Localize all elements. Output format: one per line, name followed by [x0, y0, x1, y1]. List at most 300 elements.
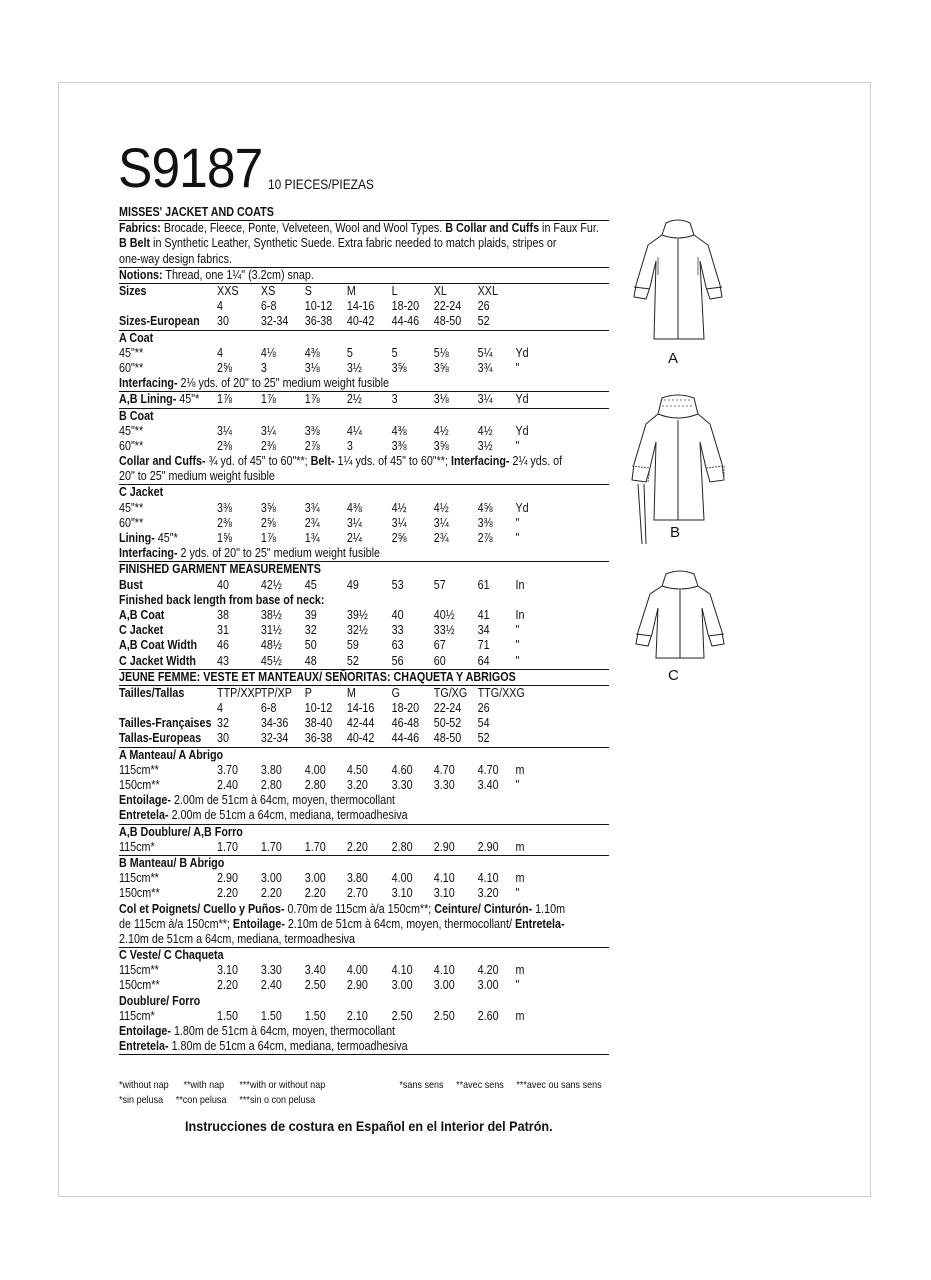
table-row [119, 623, 540, 638]
row-value: 14-16 [346, 701, 375, 716]
row-value: 30 [217, 731, 229, 746]
text-content [119, 917, 565, 932]
row-value: 31½ [260, 623, 282, 638]
text-content [119, 994, 200, 1009]
text-part: 20" to 25" medium weight fusible [119, 469, 275, 484]
row-unit: Yd [515, 345, 529, 360]
row-value: 3.40 [304, 963, 326, 978]
notes-row [119, 469, 540, 484]
row-label: A,B Coat Width [119, 638, 198, 653]
footnote: **con pelusa [175, 1094, 227, 1106]
sizes-european-row [119, 314, 540, 329]
row-value: 3.80 [260, 762, 282, 777]
footnote: *without nap [119, 1079, 169, 1091]
row-value: 67 [433, 638, 446, 653]
row-value: 33 [391, 623, 404, 638]
row-value: 2.90 [477, 839, 499, 854]
row-value: 41 [477, 607, 490, 622]
row-value: 4.70 [477, 762, 499, 777]
row-value: 42-44 [346, 716, 375, 731]
text-part: 2.10m de 51cm a 64cm, mediana, termoadhesiva [119, 931, 356, 946]
section-title-row [119, 562, 540, 577]
footnote: *sans sens [399, 1079, 444, 1091]
view-a-sketch [628, 215, 728, 345]
fabrics-label: Fabrics: [119, 221, 161, 236]
text-part: 2.00m de 51cm a 64cm, mediana, termoadhesiva [168, 808, 408, 823]
row-value: 71 [477, 638, 490, 653]
row-value: 3.40 [477, 778, 499, 793]
row-value: 40½ [433, 607, 455, 622]
row-value: 4.20 [477, 963, 499, 978]
text-content [119, 902, 565, 917]
row-value: 30 [217, 314, 229, 329]
row-value: 54 [477, 716, 490, 731]
row-value: 3.10 [217, 963, 238, 978]
yardage-chart [119, 205, 609, 1055]
row-value: 44-46 [391, 731, 420, 746]
text-part: 0.70m de 115cm à/a 150cm**; [284, 901, 435, 916]
row-unit: Yd [515, 392, 529, 407]
text-part: 1¼ yds. of 45" to 60"**; [334, 454, 451, 469]
row-value: 3.20 [477, 886, 499, 901]
section-title: A Manteau/ A Abrigo [119, 747, 224, 762]
row-value: 14-16 [346, 299, 375, 314]
row-value: 3.00 [391, 978, 413, 993]
row-value: 6-8 [260, 299, 277, 314]
fabrics-collar: B Collar and Cuffs [445, 221, 540, 236]
row-label: 115cm* [119, 839, 155, 854]
row-value: 53 [391, 577, 404, 592]
text-content [119, 825, 243, 840]
row-value: 4.00 [346, 963, 368, 978]
row-value: 3⅝ [391, 360, 407, 375]
row-value: 36-38 [304, 314, 333, 329]
row-value: 43 [217, 653, 229, 668]
row-value: 4.70 [433, 762, 455, 777]
row-value: P [304, 685, 312, 700]
row-value: 40 [391, 607, 404, 622]
row-value: 2.80 [391, 839, 413, 854]
row-value: 40-42 [346, 314, 375, 329]
row-value: 18-20 [391, 299, 420, 314]
row-unit: " [515, 623, 520, 638]
row-unit: " [515, 531, 520, 546]
fabrics-end: in Faux Fur. [539, 221, 599, 236]
row-value: 4.10 [433, 871, 455, 886]
notes-row [119, 916, 565, 932]
view-b-label: B [670, 524, 681, 541]
row-unit: " [515, 886, 520, 901]
notes-row [119, 454, 563, 469]
row-value: 2.40 [217, 778, 238, 793]
row-value: 5⅛ [433, 345, 449, 360]
row-label: 60"** [119, 360, 144, 375]
row-value: 2.20 [260, 886, 282, 901]
row-value: 2.90 [217, 871, 238, 886]
row-value: 4⅛ [260, 345, 276, 360]
row-value: 10-12 [304, 701, 333, 716]
chart-title: MISSES' JACKET AND COATS [119, 205, 274, 219]
fabrics-text: Brocade, Fleece, Ponte, Velveteen, Wool and Wool Types. [160, 221, 446, 236]
row-unit: In [515, 607, 525, 622]
row-value: 3.80 [346, 871, 368, 886]
text-content [119, 546, 380, 561]
row-value: 3.20 [346, 778, 368, 793]
row-label-rest: 45"* [154, 531, 178, 546]
row-unit: " [515, 653, 520, 668]
row-value: 2⅞ [477, 531, 493, 546]
text-content [119, 593, 324, 608]
row-value: XXL [477, 284, 498, 299]
row-value: M [346, 284, 356, 299]
row-value: L [391, 284, 398, 299]
row-label: 60"** [119, 515, 144, 530]
divider [119, 1054, 609, 1055]
row-value: 2⅞ [304, 438, 320, 453]
row-value: 4.10 [391, 963, 413, 978]
row-value: 1.50 [304, 1008, 326, 1023]
row-value: 42½ [260, 577, 282, 592]
footnote: ***sin o con pelusa [239, 1094, 316, 1106]
row-value: 4½ [433, 423, 449, 438]
row-value: 32-34 [260, 731, 289, 746]
row-value: XXS [217, 284, 239, 299]
row-unit: Yd [515, 500, 529, 515]
row-value: 2.50 [391, 1008, 413, 1023]
row-value: 22-24 [433, 701, 462, 716]
section-title-row [119, 670, 540, 685]
row-unit: In [515, 577, 525, 592]
table-row [119, 778, 540, 793]
text-part: Interfacing- [450, 454, 510, 469]
section-title-row [119, 948, 540, 963]
row-value: 32 [304, 623, 317, 638]
fabrics-paragraph [119, 221, 609, 267]
table-row [119, 963, 540, 978]
text-part: 1.10m [532, 901, 566, 916]
row-value: 4.00 [391, 871, 413, 886]
section-title-row [119, 331, 540, 346]
row-value: 4⅜ [391, 423, 407, 438]
pieces-count: 10 PIECES/PIEZAS [268, 176, 374, 192]
row-value: TTP/XXP [217, 685, 262, 700]
row-value: 4 [217, 299, 224, 314]
row-value: 40 [217, 577, 229, 592]
section-title: B Coat [119, 408, 154, 423]
row-value: 3 [346, 438, 353, 453]
row-label-rest: 45"* [176, 392, 200, 407]
text-part: Collar and Cuffs- [119, 454, 206, 469]
section-title: JEUNE FEMME: VESTE ET MANTEAUX/ SEÑORITAS: CHAQUETA Y ABRIGOS [119, 669, 516, 684]
row-value: 2⅝ [217, 360, 232, 375]
row-value: XL [433, 284, 447, 299]
row-value: 34 [477, 623, 490, 638]
table-row [119, 763, 540, 778]
row-value: 3.00 [260, 871, 282, 886]
row-label: 150cm** [119, 886, 160, 901]
text-content [119, 948, 224, 963]
row-value: 18-20 [391, 701, 420, 716]
table-row [119, 501, 540, 516]
row-unit: m [515, 1008, 525, 1023]
row-value: 63 [391, 638, 404, 653]
text-part: Interfacing- [119, 546, 178, 561]
footnote: ***avec ou sans sens [516, 1079, 602, 1091]
row-value: 4½ [391, 500, 407, 515]
fabrics-text-3: one-way design fabrics. [119, 251, 232, 266]
row-label: 45"** [119, 500, 144, 515]
section-title: Doublure/ Forro [119, 993, 201, 1008]
row-unit: " [515, 360, 520, 375]
text-part: Entoilage- [119, 793, 171, 808]
row-label [119, 531, 178, 546]
row-value: 52 [477, 314, 490, 329]
text-part: 2.10m de 51cm à 64cm, moyen, thermocollant/ [284, 916, 515, 931]
table-row [119, 361, 540, 376]
row-label: C Jacket [119, 623, 164, 638]
row-value: 1⅞ [304, 392, 320, 407]
row-value: 2⅜ [217, 515, 232, 530]
row-unit: m [515, 762, 525, 777]
table-row [119, 531, 540, 546]
row-value: 1.70 [304, 839, 326, 854]
row-value: 61 [477, 577, 490, 592]
row-label: A,B Coat [119, 607, 165, 622]
interfacing-row [119, 1024, 540, 1039]
text-part: 1.80m de 51cm à 64cm, moyen, thermocollant [170, 1024, 396, 1039]
sizes-number-row [119, 299, 540, 314]
spanish-instructions-note: Instrucciones de costura en Español en el Interior del Patrón. [185, 1118, 553, 1134]
row-value: 44-46 [391, 314, 420, 329]
section-title: A Coat [119, 330, 154, 345]
footnotes [119, 1078, 609, 1108]
row-value: 57 [433, 577, 446, 592]
row-value: 3¼ [433, 515, 449, 530]
table-row [119, 392, 540, 407]
interfacing-row [119, 808, 540, 823]
row-label: 115cm** [119, 963, 159, 978]
row-label: Tailles/Tallas [119, 685, 185, 700]
fabrics-belt: B Belt [119, 236, 151, 251]
text-part: 2 yds. of 20" to 25" medium weight fusible [177, 546, 380, 561]
row-value: 52 [346, 653, 359, 668]
section-title: FINISHED GARMENT MEASUREMENTS [119, 562, 321, 577]
sizes-row [119, 686, 540, 701]
row-label: 115cm** [119, 871, 159, 886]
subtitle-row [119, 593, 540, 608]
text-content [119, 793, 395, 808]
row-value: 2¼ [346, 531, 362, 546]
row-value: 32 [217, 716, 229, 731]
text-part: Entoilage- [119, 1024, 171, 1039]
notions-text: Thread, one 1¼" (3.2cm) snap. [162, 267, 314, 282]
section-title-row [119, 856, 540, 871]
table-row [119, 638, 540, 653]
row-value: 3⅝ [433, 438, 449, 453]
row-value: 3.30 [433, 778, 455, 793]
text-content [119, 376, 389, 391]
row-unit: " [515, 638, 520, 653]
fabrics-text-2: in Synthetic Leather, Synthetic Suede. Extra fabric needed to match plaids, stripes or [150, 236, 557, 251]
row-value: 50-52 [433, 716, 462, 731]
row-unit: m [515, 963, 525, 978]
row-value: 48-50 [433, 731, 462, 746]
row-value: 3¼ [391, 515, 407, 530]
table-row [119, 886, 540, 901]
section-title: A,B Doublure/ A,B Forro [119, 824, 243, 839]
row-value: 31 [217, 623, 229, 638]
section-title-row [119, 748, 540, 763]
row-value: 3⅛ [433, 392, 449, 407]
row-value: 3¾ [304, 500, 320, 515]
collar-shape [662, 571, 698, 589]
row-value: 33½ [433, 623, 455, 638]
text-part: Ceinture/ Cinturón- [434, 901, 533, 916]
row-value: 2.20 [304, 886, 326, 901]
row-unit: Yd [515, 423, 529, 438]
footnote: **with nap [183, 1079, 225, 1091]
text-part: Entretela- [514, 916, 565, 931]
row-value: 1.70 [217, 839, 238, 854]
table-row [119, 578, 540, 593]
text-part: 1.80m de 51cm a 64cm, mediana, termoadhesiva [168, 1039, 408, 1054]
row-value: 1.70 [260, 839, 282, 854]
row-value: 48 [304, 653, 317, 668]
spanish-chart-body [119, 670, 609, 1055]
row-value: 6-8 [260, 701, 277, 716]
row-label: Bust [119, 577, 143, 592]
row-value: 2.90 [433, 839, 455, 854]
text-part: Entoilage- [232, 916, 285, 931]
text-content [119, 485, 163, 500]
text-content [119, 562, 321, 577]
row-value: 39½ [346, 607, 368, 622]
section-title: C Jacket [119, 485, 164, 500]
table-row [119, 346, 540, 361]
row-value: 3.00 [477, 978, 499, 993]
row-unit: " [515, 515, 520, 530]
row-value: 48-50 [433, 314, 462, 329]
row-value: 3.70 [217, 762, 238, 777]
row-value: 2.80 [260, 778, 282, 793]
row-value: 22-24 [433, 299, 462, 314]
view-c-label: C [668, 667, 679, 684]
row-value: 2.20 [346, 839, 368, 854]
row-value: 3⅝ [260, 500, 276, 515]
text-part: 2¼ yds. of [509, 454, 563, 469]
row-value: 4 [217, 345, 224, 360]
row-label: 115cm** [119, 762, 159, 777]
text-part: Finished back length from base of neck: [119, 592, 325, 607]
section-title-row [119, 485, 540, 500]
row-value: 2⅜ [217, 438, 232, 453]
table-row [119, 978, 540, 993]
row-value: 2½ [346, 392, 362, 407]
text-part: Belt- [310, 454, 335, 469]
row-value: 5 [346, 345, 353, 360]
table-row [119, 608, 540, 623]
row-value: 46 [217, 638, 229, 653]
row-value: 3¼ [217, 423, 232, 438]
row-value: 2.70 [346, 886, 368, 901]
section-title-row [119, 994, 540, 1009]
row-unit: " [515, 438, 520, 453]
row-value: 39 [304, 607, 317, 622]
row-value: 1.50 [260, 1008, 282, 1023]
row-value: TG/XG [433, 685, 468, 700]
section-title-row [119, 409, 540, 424]
row-value: 2.10 [346, 1008, 368, 1023]
row-value: 50 [304, 638, 317, 653]
row-value: 32½ [346, 623, 368, 638]
row-value: 3.10 [433, 886, 455, 901]
section-title: B Manteau/ B Abrigo [119, 855, 225, 870]
row-value: 3.10 [391, 886, 413, 901]
row-value: 3½ [346, 360, 362, 375]
row-label-bold: Lining- [119, 531, 155, 546]
table-row [119, 516, 540, 531]
row-value: 60 [433, 653, 446, 668]
text-part: Entretela- [119, 808, 169, 823]
notions-line [119, 268, 540, 283]
row-value: 3.00 [433, 978, 455, 993]
table-row [119, 654, 540, 669]
row-value: 1⅝ [217, 531, 232, 546]
row-label: Tailles-Françaises [119, 716, 212, 731]
text-part: ¾ yd. of 45" to 60"**; [205, 454, 311, 469]
row-value: 2⅝ [391, 531, 407, 546]
row-value: 59 [346, 638, 359, 653]
row-value: 1⅞ [260, 531, 276, 546]
row-value: 5¼ [477, 345, 493, 360]
row-value: 34-36 [260, 716, 289, 731]
table-row [119, 871, 540, 886]
text-part: Entretela- [119, 1039, 169, 1054]
row-unit: m [515, 839, 525, 854]
row-label [119, 392, 199, 407]
row-value: S [304, 284, 312, 299]
row-label: 60"** [119, 438, 144, 453]
row-value: 38½ [260, 607, 282, 622]
footnote: **avec sens [456, 1079, 504, 1091]
row-label: 45"** [119, 345, 144, 360]
row-value: 46-48 [391, 716, 420, 731]
row-value: 4.10 [477, 871, 499, 886]
row-value: 2.20 [217, 978, 238, 993]
text-content [119, 331, 153, 346]
text-content [119, 808, 408, 823]
row-value: 45½ [260, 653, 282, 668]
row-value: 2.60 [477, 1008, 499, 1023]
sizes-row [119, 284, 540, 299]
pattern-number: S9187 [118, 136, 263, 199]
interfacing-row [119, 793, 540, 808]
row-value: 2.40 [260, 978, 282, 993]
row-value: G [391, 685, 400, 700]
row-label: Tallas-Europeas [119, 731, 202, 746]
row-value: 32-34 [260, 314, 289, 329]
row-value: 2¾ [433, 531, 449, 546]
row-value: 36-38 [304, 731, 333, 746]
row-value: 3 [260, 360, 267, 375]
row-value: 2.50 [433, 1008, 455, 1023]
row-value: 38-40 [304, 716, 333, 731]
collar-shape [662, 220, 694, 238]
row-label: 150cm** [119, 978, 160, 993]
table-row [119, 424, 540, 439]
row-value: 56 [391, 653, 404, 668]
row-value: 4.10 [433, 963, 455, 978]
